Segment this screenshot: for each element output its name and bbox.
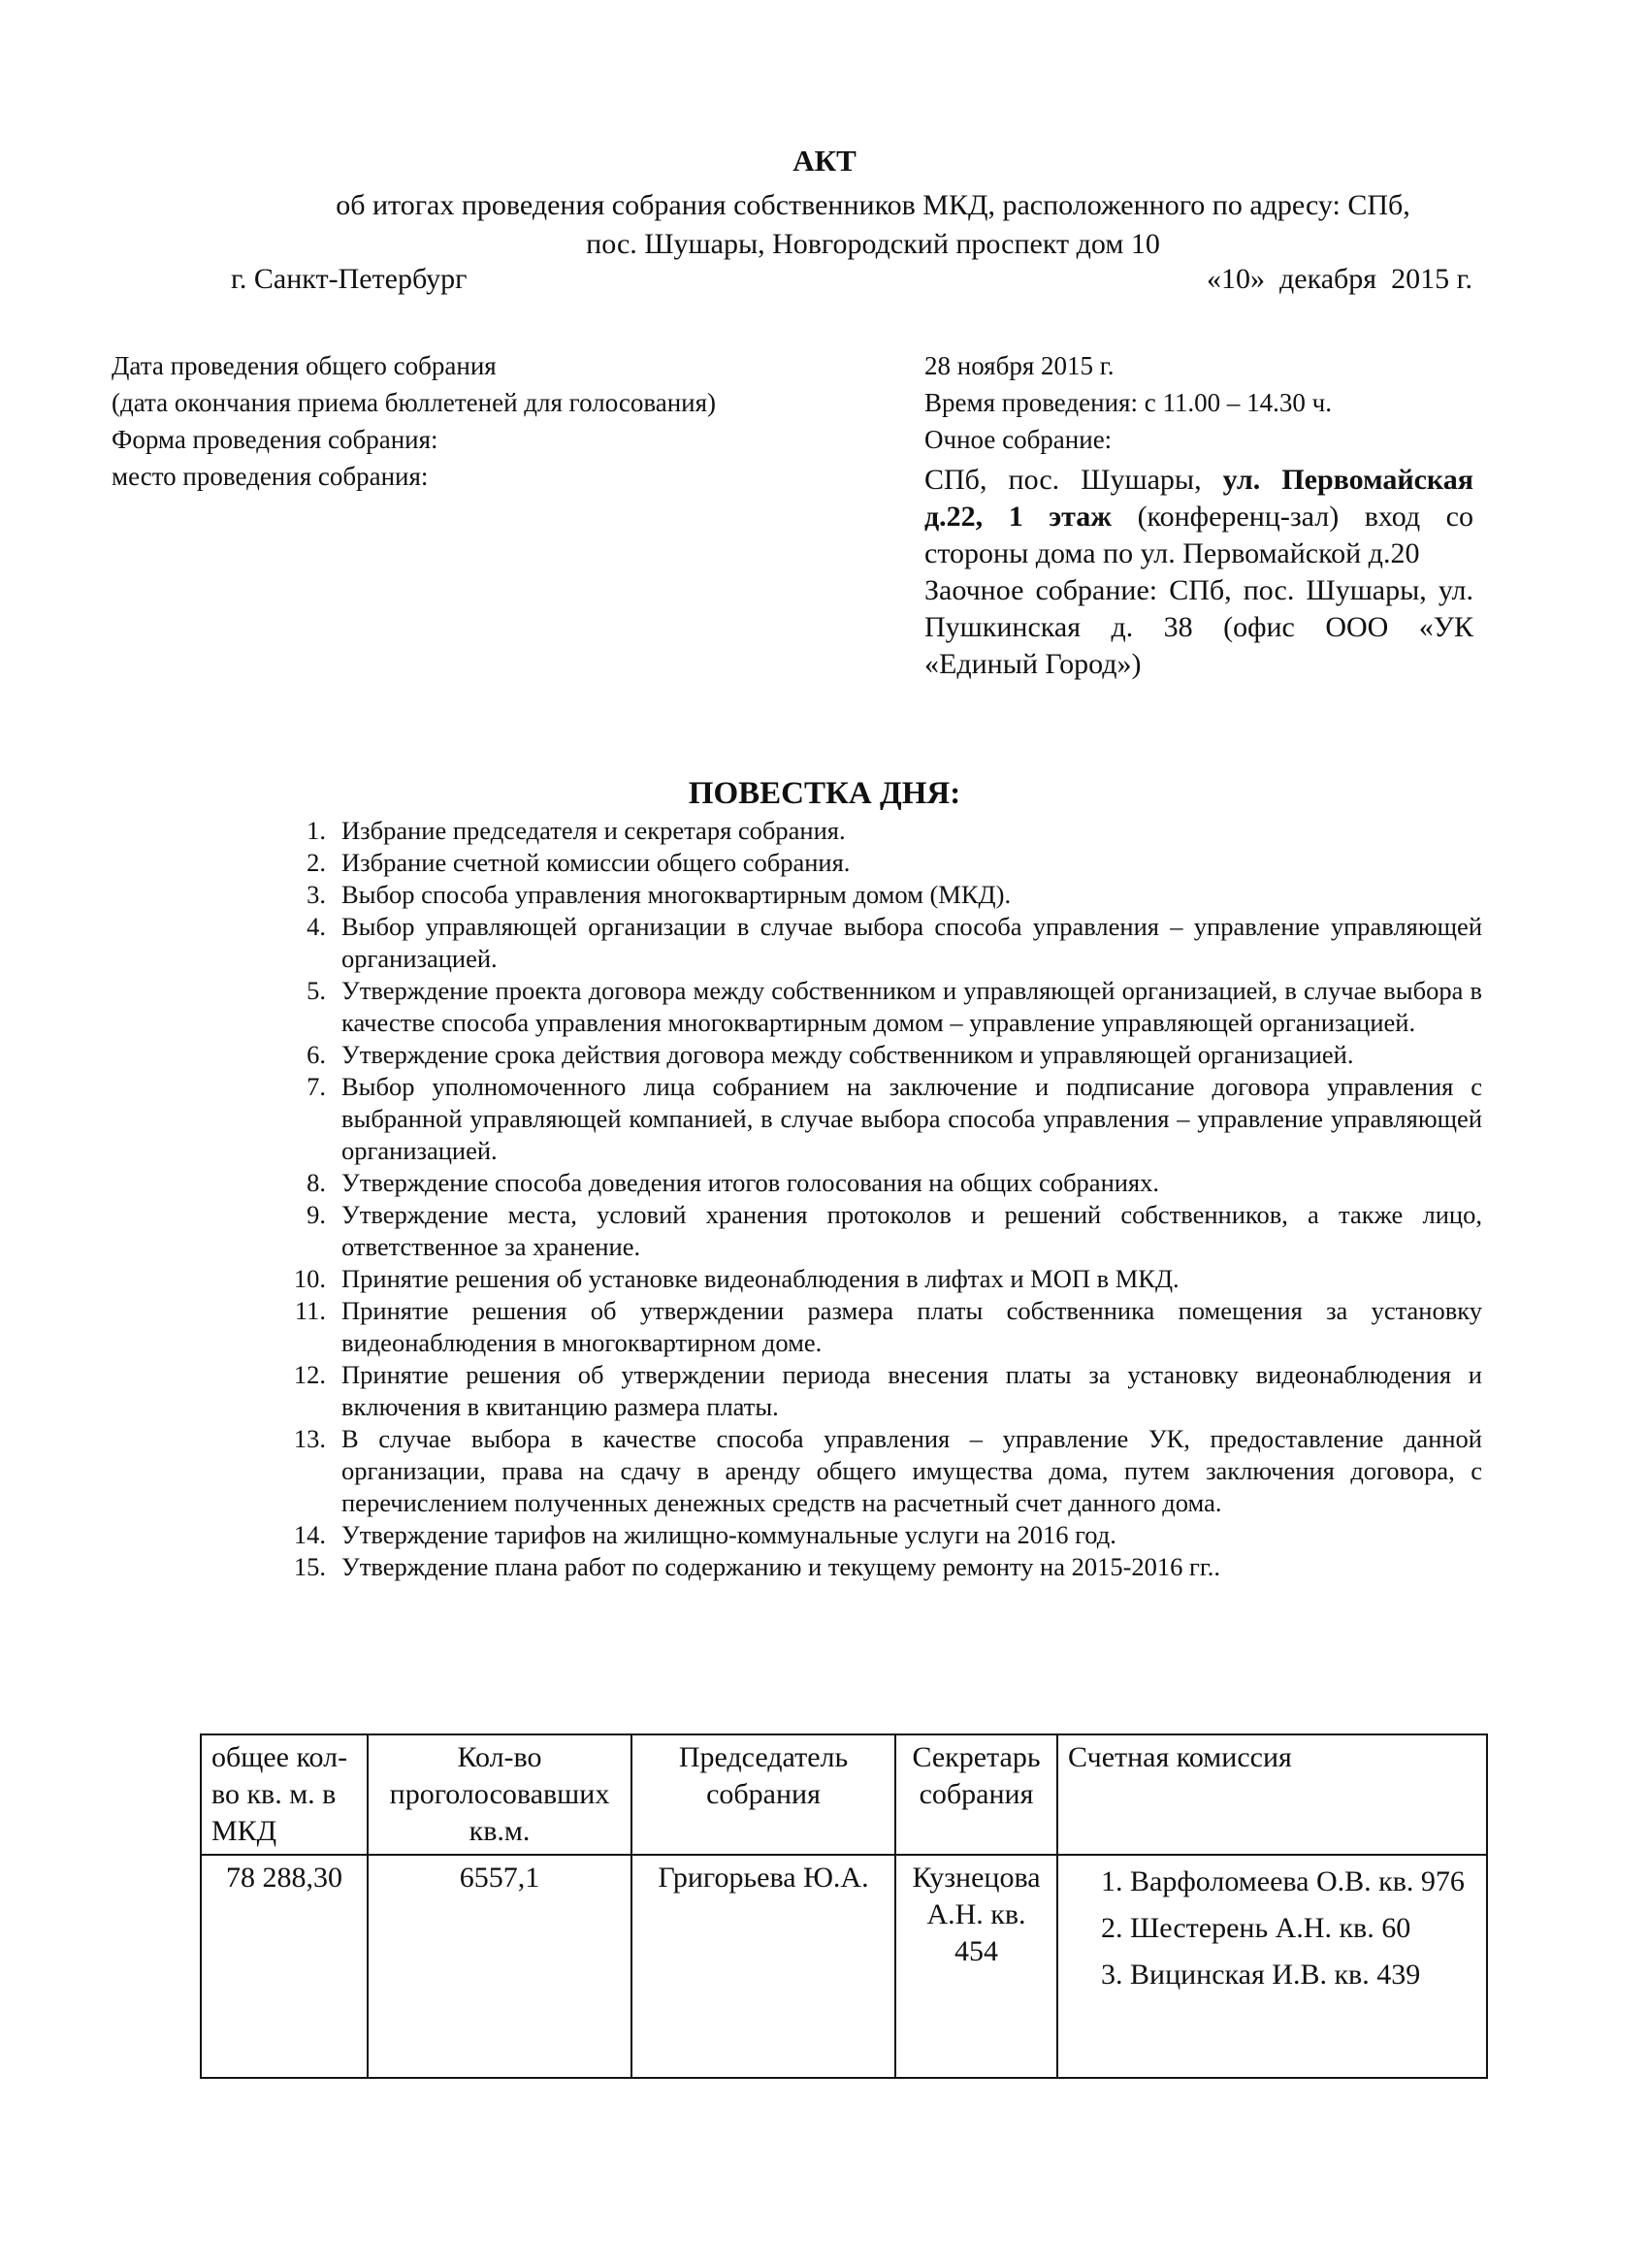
agenda-item-text: Выбор управляющей организации в случае выбора способа управления – управление управляющей организацией. — [341, 912, 1482, 973]
label-meeting-date: Дата проведения общего собрания — [112, 351, 497, 380]
chairman-value: Григорьева Ю.А. — [631, 1855, 895, 2078]
agenda-item — [291, 1071, 1482, 1167]
agenda-item-text: Принятие решения об утверждении размера платы собственника помещения за установку видеонаблюдения в многоквартирном доме. — [341, 1296, 1482, 1357]
commission-value — [1057, 1855, 1487, 2078]
agenda-list — [291, 815, 1482, 1583]
agenda-title: ПОВЕСТКА ДНЯ: — [688, 776, 961, 811]
commission-list — [1070, 1863, 1474, 1993]
agenda-item-number: 11. — [294, 1296, 326, 1325]
meeting-place-value — [924, 462, 1473, 572]
label-meeting-place: место проведения собрания: — [112, 462, 429, 491]
agenda-item — [291, 1199, 1482, 1263]
agenda-item-number: 14. — [293, 1520, 326, 1549]
meeting-time-value: Время проведения: с 11.00 – 14.30 ч. — [924, 388, 1333, 417]
voted-area-value: 6557,1 — [368, 1855, 631, 2078]
agenda-item-text: Избрание счетной комиссии общего собрания. — [341, 848, 851, 877]
commission-member: 2. Шестерень А.Н. кв. 60 — [1130, 1910, 1474, 1947]
agenda-item-text: Принятие решения об установке видеонаблюдения в лифтах и МОП в МКД. — [341, 1264, 1180, 1293]
commission-member: 3. Вицинская И.В. кв. 439 — [1130, 1957, 1474, 1993]
place-prefix: СПб, пос. Шушары, — [924, 464, 1223, 496]
label-ballot-end: (дата окончания приема бюллетеней для голосования) — [112, 388, 717, 417]
commission-member: 1. Варфоломеева О.В. кв. 976 — [1130, 1863, 1474, 1900]
agenda-item-number: 7. — [307, 1072, 326, 1101]
meeting-info-values — [924, 347, 1473, 683]
agenda-item — [291, 1519, 1482, 1551]
header-voted-area: Кол-во проголосовавших кв.м. — [368, 1734, 631, 1855]
agenda-item-text: Утверждение проекта договора между собственником и управляющей организацией, в случае выбора в качестве способа управления многоквартирным домом – управление управляющей организацией. — [341, 976, 1482, 1037]
agenda-item-text: Выбор способа управления многоквартирным домом (МКД). — [341, 880, 1012, 909]
agenda-item-number: 12. — [293, 1360, 326, 1389]
agenda-item — [291, 1295, 1482, 1359]
header-secretary: Секретарь собрания — [895, 1734, 1057, 1855]
agenda-item — [291, 1167, 1482, 1199]
agenda-item-text: Утверждение тарифов на жилищно-коммунальные услуги на 2016 год. — [341, 1520, 1116, 1549]
agenda-item-number: 3. — [307, 880, 326, 909]
results-table-header-row — [201, 1734, 1487, 1855]
agenda-item-number: 15. — [293, 1552, 326, 1581]
agenda-item-number: 2. — [307, 848, 326, 877]
agenda-item — [291, 815, 1482, 847]
agenda-item-number: 5. — [307, 976, 326, 1005]
agenda-item-number: 6. — [307, 1040, 326, 1069]
header-chairman: Председатель собрания — [631, 1734, 895, 1855]
results-table — [200, 1733, 1488, 2079]
agenda-item-number: 10. — [293, 1264, 326, 1293]
agenda-item-number: 13. — [293, 1424, 326, 1453]
document-title: АКТ — [792, 144, 857, 178]
meeting-date-value: 28 ноября 2015 г. — [924, 351, 1115, 380]
agenda-item — [291, 847, 1482, 879]
agenda-item-text: Утверждение способа доведения итогов голосования на общих собраниях. — [341, 1168, 1159, 1197]
label-meeting-form: Форма проведения собрания: — [112, 425, 438, 454]
meeting-info-labels — [112, 347, 868, 495]
agenda-item — [291, 1359, 1482, 1423]
agenda-item-text: Выбор уполномоченного лица собранием на заключение и подписание договора управления с выбранной управляющей компанией, в случае выбора способа управления – управление управляющей организацией. — [341, 1072, 1482, 1165]
header-total-area: общее кол-во кв. м. в МКД — [201, 1734, 368, 1855]
agenda-item-number: 4. — [307, 912, 326, 941]
agenda-item — [291, 879, 1482, 911]
agenda-item — [291, 1263, 1482, 1295]
results-table-row — [201, 1855, 1487, 2078]
in-person-label: Очное собрание: — [924, 425, 1113, 454]
agenda-item-number: 9. — [307, 1200, 326, 1229]
document-date: «10» декабря 2015 г. — [1207, 263, 1472, 295]
agenda-item-text: Избрание председателя и секретаря собрания. — [341, 816, 846, 845]
agenda-item — [291, 911, 1482, 975]
document-subtitle — [194, 186, 1552, 264]
place-suffix: (конференц-зал) вход со стороны дома по ул. Первомайской д.20 — [924, 501, 1473, 569]
agenda-item-text: Утверждение срока действия договора между собственником и управляющей организацией. — [341, 1040, 1354, 1069]
agenda-item-text: В случае выбора в качестве способа управления – управление УК, предоставление данной организации, права на сдачу в аренду общего имущества дома, путем заключения договора, с перечислением полученных денежных средств на расчетный счет данного дома. — [341, 1424, 1482, 1517]
agenda-item-number: 8. — [307, 1168, 326, 1197]
agenda-item — [291, 1039, 1482, 1071]
agenda-item-text: Утверждение плана работ по содержанию и текущему ремонту на 2015-2016 гг.. — [341, 1552, 1221, 1581]
secretary-value: Кузнецова А.Н. кв. 454 — [895, 1855, 1057, 2078]
subtitle-line-2: пос. Шушары, Новгородский проспект дом 10 — [586, 228, 1160, 260]
absentee-meeting-value: Заочное собрание: СПб, пос. Шушары, ул. Пушкинская д. 38 (офис ООО «УК «Единый Город») — [924, 574, 1473, 680]
document-city: г. Санкт-Петербург — [231, 263, 468, 295]
agenda-item — [291, 1423, 1482, 1519]
subtitle-line-1: об итогах проведения собрания собственников МКД, расположенного по адресу: СПб, — [336, 189, 1410, 221]
agenda-item-number: 1. — [307, 816, 326, 845]
agenda-item — [291, 1551, 1482, 1583]
header-commission: Счетная комиссия — [1057, 1734, 1487, 1855]
agenda-item-text: Утверждение места, условий хранения протоколов и решений собственников, а также лицо, ответственное за хранение. — [341, 1200, 1482, 1261]
total-area-value: 78 288,30 — [201, 1855, 368, 2078]
place-address: ул. Первомайская д.22, 1 этаж — [924, 464, 1473, 533]
agenda-item-text: Принятие решения об утверждении периода внесения платы за установку видеонаблюдения и включения в квитанцию размера платы. — [341, 1360, 1482, 1421]
agenda-item — [291, 975, 1482, 1039]
